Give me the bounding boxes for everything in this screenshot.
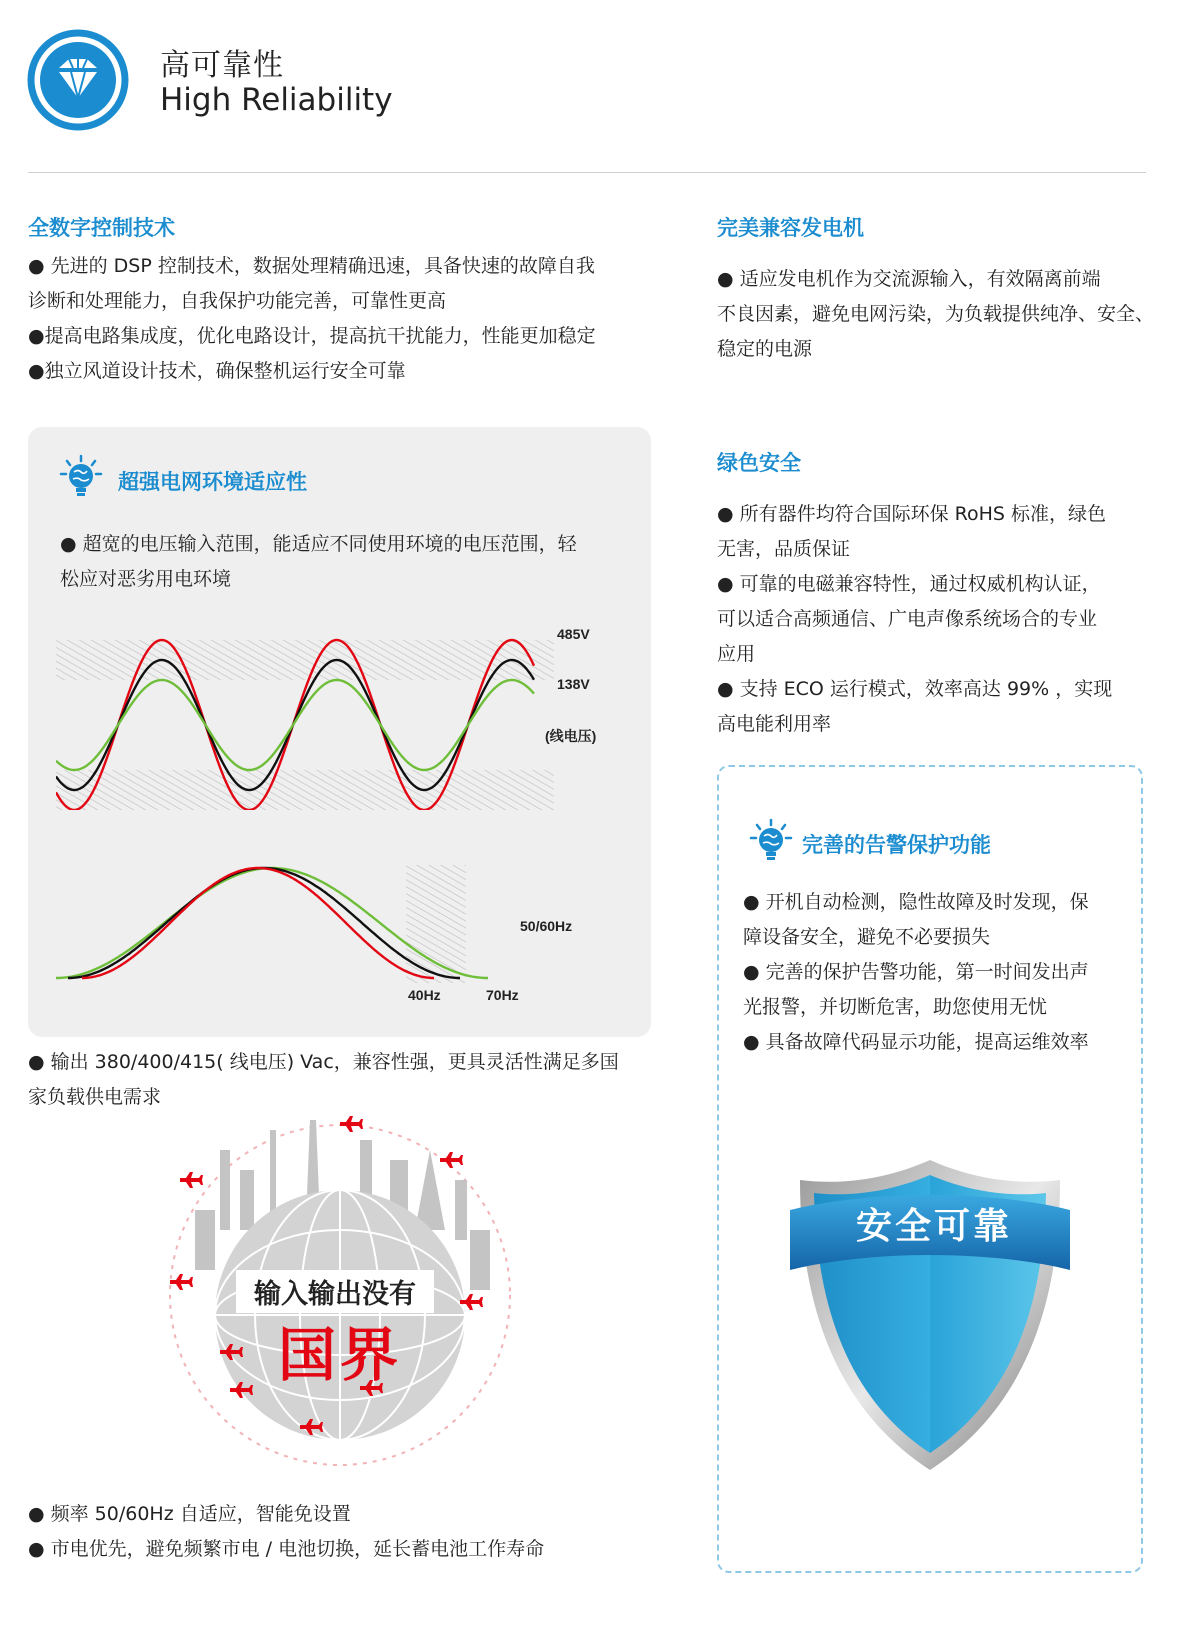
- text-line: 可以适合高频通信、广电声像系统场合的专业: [717, 608, 1098, 630]
- label-485v: 485V: [557, 626, 590, 642]
- grid-adapt-text: [60, 527, 640, 597]
- frequency-text: [28, 1497, 658, 1567]
- label-70hz: 70Hz: [486, 987, 519, 1003]
- lightbulb-globe-icon: [748, 818, 794, 864]
- header-divider: [28, 172, 1146, 173]
- label-40hz: 40Hz: [408, 987, 441, 1003]
- diamond-icon: [26, 28, 130, 132]
- text-line: ● 可靠的电磁兼容特性，通过权威机构认证，: [717, 573, 1101, 595]
- text-line: ● 完善的保护告警功能，第一时间发出声: [743, 961, 1089, 983]
- hatch-bottom: [56, 770, 554, 810]
- generator-title: 完美兼容发电机: [717, 216, 864, 240]
- text-line: 稳定的电源: [717, 338, 813, 360]
- digital-control-title: 全数字控制技术: [28, 216, 175, 240]
- text-line: 应用: [717, 643, 756, 665]
- label-line-voltage: (线电压): [545, 728, 597, 744]
- digital-control-text: [28, 249, 658, 389]
- label-50-60hz: 50/60Hz: [520, 918, 573, 934]
- text-line: ● 超宽的电压输入范围，能适应不同使用环境的电压范围，轻: [60, 533, 577, 555]
- text-line: ● 开机自动检测，隐性故障及时发现，保: [743, 891, 1089, 913]
- shield-caption: 安全可靠: [856, 1206, 1013, 1247]
- alarm-title: 完善的告警保护功能: [802, 833, 991, 857]
- page-title-en: High Reliability: [160, 82, 393, 118]
- text-line: 高电能利用率: [717, 713, 832, 735]
- text-line: ● 支持 ECO 运行模式，效率高达 99% ，实现: [717, 678, 1113, 700]
- page-title-cn: 高可靠性: [160, 48, 284, 83]
- text-line: 无害，品质保证: [717, 538, 851, 560]
- alarm-text: [743, 885, 1143, 1060]
- text-line: 不良因素，避免电网污染，为负载提供纯净、安全、: [717, 303, 1155, 325]
- text-line: ● 频率 50/60Hz 自适应，智能免设置: [28, 1503, 351, 1525]
- frequency-range-diagram: [56, 865, 516, 985]
- text-line: 光报警，并切断危害，助您使用无忧: [743, 996, 1048, 1018]
- text-line: ● 所有器件均符合国际环保 RoHS 标准，绿色: [717, 503, 1107, 525]
- text-line: ● 市电优先，避免频繁市电 / 电池切换，延长蓄电池工作寿命: [28, 1538, 545, 1560]
- text-line: ●独立风道设计技术，确保整机运行安全可靠: [28, 360, 406, 382]
- lightbulb-globe-icon: [58, 454, 104, 500]
- globe-caption-2: 国界: [278, 1321, 403, 1389]
- text-line: ● 具备故障代码显示功能，提高运维效率: [743, 1031, 1089, 1053]
- voltage-range-diagram: [56, 620, 576, 810]
- text-line: ● 先进的 DSP 控制技术，数据处理精确迅速，具备快速的故障自我: [28, 255, 595, 277]
- text-line: ●提高电路集成度，优化电路设计，提高抗干扰能力，性能更加稳定: [28, 325, 596, 347]
- generator-text: [717, 262, 1157, 367]
- green-text: [717, 497, 1157, 742]
- hatch-top: [56, 640, 554, 680]
- text-line: 松应对恶劣用电环境: [60, 568, 232, 590]
- text-line: 诊断和处理能力，自我保护功能完善，可靠性更高: [28, 290, 447, 312]
- globe-caption-1: 输入输出没有: [236, 1270, 434, 1313]
- green-title: 绿色安全: [717, 451, 801, 475]
- grid-adapt-title: 超强电网环境适应性: [118, 470, 307, 494]
- text-line: 障设备安全，避免不必要损失: [743, 926, 991, 948]
- text-line: 家负载供电需求: [28, 1086, 162, 1108]
- label-138v: 138V: [557, 676, 590, 692]
- output-text: [28, 1045, 658, 1115]
- text-line: ● 适应发电机作为交流源输入，有效隔离前端: [717, 268, 1101, 290]
- text-line: ● 输出 380/400/415( 线电压) Vac，兼容性强，更具灵活性满足多国: [28, 1051, 619, 1073]
